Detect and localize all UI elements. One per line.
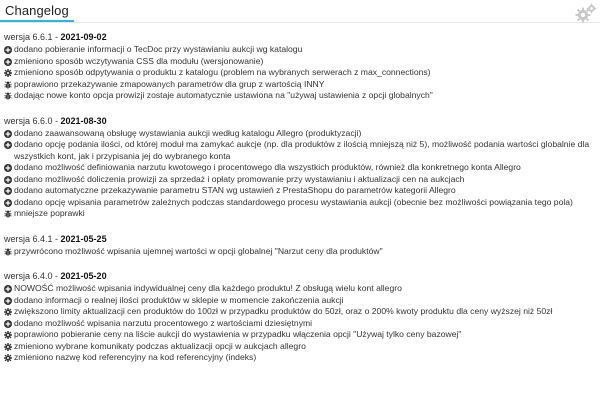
changelog-entry <box>4 139 598 162</box>
version-number: wersja 6.6.1 - <box>4 32 61 42</box>
changelog-entry <box>4 306 598 318</box>
panel-title: Changelog <box>5 3 69 18</box>
changelog-entry <box>4 128 598 140</box>
version-date: 2021-05-25 <box>60 233 107 244</box>
version-number: wersja 6.6.0 - <box>4 115 61 126</box>
plus-circle-icon <box>4 176 12 184</box>
panel-header <box>0 0 600 24</box>
plus-circle-icon <box>4 164 12 172</box>
version-heading <box>4 30 598 44</box>
bug-icon <box>4 248 12 256</box>
gears-icon[interactable] <box>575 3 597 23</box>
changelog-entry <box>4 44 598 56</box>
version-heading <box>4 232 598 246</box>
changelog-entry <box>4 329 598 341</box>
plus-circle-icon <box>4 46 12 54</box>
plus-circle-icon <box>4 297 12 305</box>
entry-text: dodano opcję wpisania parametrów zależnych podczas standardowego procesu wystawiania aukcji (obecnie bez możliwości powiązania tego pola) <box>14 196 573 207</box>
entry-text: poprawiono pobieranie ceny na liście aukcji do wystawienia w przypadku włączenia opcji "Używaj tylko ceny bazowej" <box>14 329 462 339</box>
changelog-list <box>4 30 598 376</box>
changelog-entry <box>4 162 598 174</box>
entry-text: zmieniono sposób odpytywania o produktu z katalogu (problem na wybranych serwerach z max_connections) <box>14 67 431 77</box>
changelog-entry <box>4 341 598 353</box>
bug-icon <box>4 92 12 100</box>
entry-text: dodając nowe konto opcja prowizji zostaje automatycznie ustawiona na "używaj ustawienia z opcji globalnych" <box>14 90 433 100</box>
entry-text: zmieniono wybrane komunikaty podczas aktualizacji opcji w aukcjach allegro <box>14 340 306 351</box>
version-block <box>4 232 598 258</box>
entry-text: dodano możliwość doliczenia prowizji za sprzedaż i opłaty promowanie przy wystawianiu i aktualizacji cen na aukcjach <box>14 173 465 184</box>
changelog-entry <box>4 318 598 330</box>
entry-text: zwiększono limity aktualizacji cen produktów do 100zł w przypadku produktów do 50zł, oraz o 200% kwoty produktu dla ceny wyższej niż 50zł <box>14 306 553 316</box>
version-block <box>4 269 598 364</box>
changelog-entry <box>4 352 598 364</box>
changelog-entry <box>4 90 598 102</box>
version-number: wersja 6.4.1 - <box>4 233 61 244</box>
version-block <box>4 30 598 102</box>
gear-icon <box>4 354 12 362</box>
entry-text: dodano informacji o realnej ilości produktów w sklepie w momencie zakończenia aukcji <box>14 294 344 305</box>
changelog-entry <box>4 67 598 79</box>
entry-text: mniejsze poprawki <box>14 208 85 218</box>
changelog-entry <box>4 197 598 209</box>
plus-circle-icon <box>4 285 12 293</box>
entry-text: dodano automatyczne przekazywanie parametru STAN wg ustawień z PrestaShopu do parametrów kategorii Allegro <box>14 185 456 195</box>
plus-circle-icon <box>4 199 12 207</box>
plus-circle-icon <box>4 141 12 149</box>
entry-text: dodano opcję podania ilości, od której moduł ma zamykać aukcje (np. dla produktów z ilością mniejszą niż 5), możliwość podania wartości globalnie dla wszystkich kont, jak i przypisania jej do wybranego konta <box>14 139 590 161</box>
bug-icon <box>4 210 12 218</box>
header-divider <box>0 22 600 23</box>
version-date: 2021-09-02 <box>60 32 107 42</box>
changelog-entry <box>4 208 598 220</box>
version-block <box>4 114 598 220</box>
gear-icon <box>4 308 12 316</box>
version-date: 2021-05-20 <box>60 271 107 281</box>
version-number: wersja 6.4.0 - <box>4 271 61 281</box>
changelog-entry <box>4 79 598 91</box>
bug-icon <box>4 81 12 89</box>
changelog-entry <box>4 56 598 68</box>
version-date: 2021-08-30 <box>60 115 107 126</box>
gear-icon <box>4 331 12 339</box>
plus-circle-icon <box>4 187 12 195</box>
changelog-entry <box>4 246 598 258</box>
plus-circle-icon <box>4 130 12 138</box>
gear-icon <box>4 69 12 77</box>
gear-icon <box>4 343 12 351</box>
entry-text: zmieniono nazwę kod referencyjny na kod referencyjny (indeks) <box>14 352 257 362</box>
entry-text: dodano pobieranie informacji o TecDoc przy wystawianiu aukcji wg katalogu <box>14 44 303 54</box>
entry-text: dodano możliwość definiowania narzutu kwotowego i procentowego dla wszystkich produktów, również dla konkretnego konta Allegro <box>14 162 521 172</box>
entry-text: przywrócono możliwość wpisania ujemnej wartości w opcji globalnej "Narzut ceny dla produktów" <box>14 245 383 256</box>
changelog-entry <box>4 295 598 307</box>
entry-text: poprawiono przekazywanie zmapowanych parametrów dla grup z wartością INNY <box>14 78 325 89</box>
changelog-entry <box>4 185 598 197</box>
entry-text: NOWOŚĆ możliwość wpisania indywidualnej ceny dla każdego produktu! Z obsługą wielu kont allegro <box>14 283 402 293</box>
version-heading <box>4 269 598 283</box>
entry-text: dodano możliwość wpisania narzutu procentowego z wartościami dziesiętnymi <box>14 317 313 328</box>
entry-text: zmieniono sposób wczytywania CSS dla modułu (wersjonowanie) <box>14 55 264 66</box>
plus-circle-icon <box>4 58 12 66</box>
entry-text: dodano zaawansowaną obsługę wystawiania aukcji według katalogu Allegro (produktyzacji) <box>14 127 362 138</box>
version-heading <box>4 114 598 128</box>
changelog-entry <box>4 283 598 295</box>
plus-circle-icon <box>4 320 12 328</box>
changelog-entry <box>4 174 598 186</box>
